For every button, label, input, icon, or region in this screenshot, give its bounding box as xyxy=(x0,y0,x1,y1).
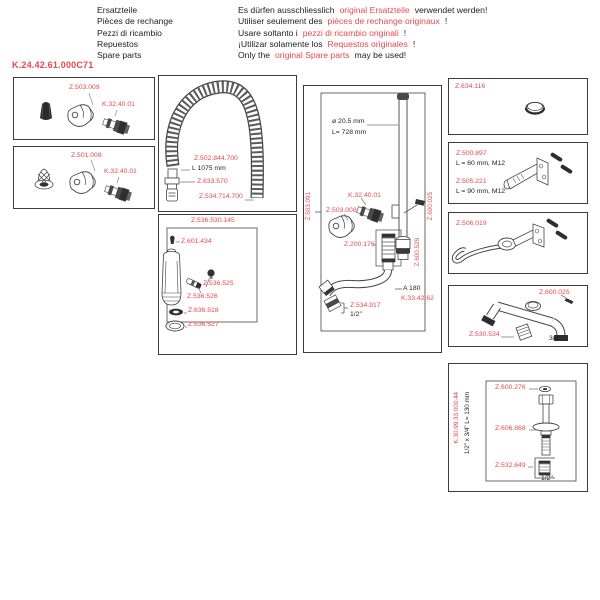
model-number: K.24.42.61.000C71 xyxy=(12,60,94,70)
notice-line xyxy=(238,28,487,39)
part-number: Z.503.008 xyxy=(326,207,357,214)
notice-highlight: original Spare parts xyxy=(275,50,350,61)
part-number: Z.536.525 xyxy=(203,280,234,287)
aerator-insert-drawing xyxy=(382,234,395,262)
part-number: K.33.42.62 xyxy=(401,295,434,302)
part-number: Z.503.009 xyxy=(69,84,100,91)
column-drawing xyxy=(304,86,441,352)
notice-post: may be used! xyxy=(354,50,407,61)
part-number: Z.503.091 xyxy=(305,192,312,221)
valve-stem-drawing xyxy=(533,395,559,455)
cartridge-drawing xyxy=(104,183,132,202)
dimension-label: 3/4" xyxy=(549,335,561,342)
part-number: K.30.99.33.000.44 xyxy=(453,392,460,444)
part-number: Z.600.276 xyxy=(495,384,526,391)
part-number: Z.634.116 xyxy=(455,83,486,90)
part-number: Z.600.025 xyxy=(427,192,434,221)
part-number: Z.536.527 xyxy=(188,321,219,328)
dimension-label: L = 90 mm, M12 xyxy=(456,188,506,195)
language-line: Pezzi di ricambio xyxy=(97,27,162,38)
part-number: Z.536.530.145 xyxy=(191,217,235,224)
nut-drawing xyxy=(396,237,410,260)
part-number: K.32.40.01 xyxy=(102,101,135,108)
parts-box-wall-brackets xyxy=(448,142,588,204)
part-number: Z.633.570 xyxy=(197,178,228,185)
part-number: Z.601.434 xyxy=(181,238,212,245)
notice-highlight: original Ersatzteile xyxy=(339,5,410,15)
part-number: Z.606.868 xyxy=(495,425,526,432)
part-number: Z.600.529 xyxy=(414,238,421,267)
parts-box-hose xyxy=(158,75,297,212)
parts-box-cap xyxy=(448,78,588,135)
notice-line xyxy=(238,16,487,27)
riser-pipe-drawing xyxy=(399,99,407,238)
aerator-drawing xyxy=(35,169,53,189)
language-line: Pièces de rechange xyxy=(97,16,173,27)
parts-box-extension xyxy=(448,363,588,492)
notice-pre: Only the xyxy=(238,50,271,61)
screw-drawing xyxy=(546,218,559,228)
screw-drawing xyxy=(555,230,568,240)
parts-box-mixer-body xyxy=(448,285,588,347)
knob-drawing xyxy=(207,269,214,279)
notice-pre: Usare soltanto i xyxy=(238,27,298,38)
notice-list xyxy=(238,5,487,61)
part-number: Z.534.917 xyxy=(350,302,381,309)
part-number: Z.505.221 xyxy=(456,178,487,185)
hose-fitting-drawing xyxy=(165,169,179,201)
part-number: Z.506.019 xyxy=(456,220,487,227)
screw-drawing xyxy=(565,298,574,304)
ring-drawing xyxy=(526,103,544,114)
parts-box-handle-top xyxy=(13,77,155,140)
part-number: Z.534.714.700 xyxy=(199,193,243,200)
cartridge-drawing xyxy=(356,204,384,223)
nipple-drawing xyxy=(415,199,425,206)
screw-drawing xyxy=(560,164,573,174)
pipe-cap-drawing xyxy=(397,93,409,100)
part-number: Z.500.897 xyxy=(456,150,487,157)
dimension-label: L 1075 mm xyxy=(192,165,226,172)
notice-post: ! xyxy=(403,27,407,38)
part-number: Z.636.518 xyxy=(188,307,219,314)
washer-drawing xyxy=(540,386,551,391)
part-number: K.32.40.01 xyxy=(348,192,381,199)
screw-drawing xyxy=(170,236,175,244)
parts-box-hook xyxy=(448,212,588,274)
handle-drawing xyxy=(70,172,95,194)
part-number: Z.501.008 xyxy=(71,152,102,159)
dimension-label: L = 60 mm, M12 xyxy=(456,160,506,167)
part-number: Z.600.025 xyxy=(539,289,570,296)
cone-grip-drawing xyxy=(40,102,52,120)
notice-line xyxy=(238,5,487,16)
notice-post: verwendet werden! xyxy=(414,5,488,15)
handle-drawing xyxy=(68,105,93,127)
washer-drawing xyxy=(169,309,183,316)
screw-drawing xyxy=(550,152,563,162)
adapter-drawing xyxy=(516,324,532,340)
notice-pre: ¡Utilizar solamente los xyxy=(238,38,323,49)
hose-drawing xyxy=(159,76,296,211)
part-number: Z.200.176 xyxy=(344,241,375,248)
notice-line xyxy=(238,39,487,50)
parts-box-column xyxy=(303,85,442,353)
parts-box-spray-head xyxy=(158,214,297,355)
notice-post: ! xyxy=(444,16,448,27)
dimension-label: ø 20.5 mm xyxy=(332,118,365,125)
part-number: Z.502.844.700 xyxy=(194,155,238,162)
notice-pre: Utiliser seulement des xyxy=(238,16,323,27)
dimension-label: 1/2" xyxy=(350,311,362,318)
dimension-label: 1/2" xyxy=(541,475,553,482)
language-line: Ersatzteile xyxy=(97,5,138,15)
handle-drawing xyxy=(329,216,354,238)
notice-highlight: pezzi di ricambio originali xyxy=(302,27,399,38)
part-number: K.32.40.01 xyxy=(104,168,137,175)
notice-line xyxy=(238,50,487,61)
coupling-drawing xyxy=(324,295,341,312)
lever-drawing xyxy=(186,278,202,289)
language-line: Spare parts xyxy=(97,50,142,61)
notice-pre: Es dürfen ausschliesslich xyxy=(238,5,335,15)
ring-drawing xyxy=(166,321,184,331)
dimension-label: L= 728 mm xyxy=(332,129,367,136)
spray-body-drawing xyxy=(162,249,181,305)
language-line: Repuestos xyxy=(97,38,139,49)
notice-post: ! xyxy=(412,38,416,49)
cartridge-drawing xyxy=(102,116,130,135)
language-list xyxy=(97,5,173,61)
spout-drawing xyxy=(319,262,393,296)
notice-highlight: pièces de rechange originaux xyxy=(327,16,440,27)
notice-highlight: Requestos originales xyxy=(327,38,408,49)
dimension-label: 1/2" x 3/4" L= 130 mm xyxy=(464,392,471,455)
part-number: Z.530.534 xyxy=(469,331,500,338)
part-number: Z.532.649 xyxy=(495,462,526,469)
dimension-label: A 180 xyxy=(403,285,421,292)
parts-box-handle-bottom xyxy=(13,146,155,209)
part-number: Z.536.526 xyxy=(187,293,218,300)
